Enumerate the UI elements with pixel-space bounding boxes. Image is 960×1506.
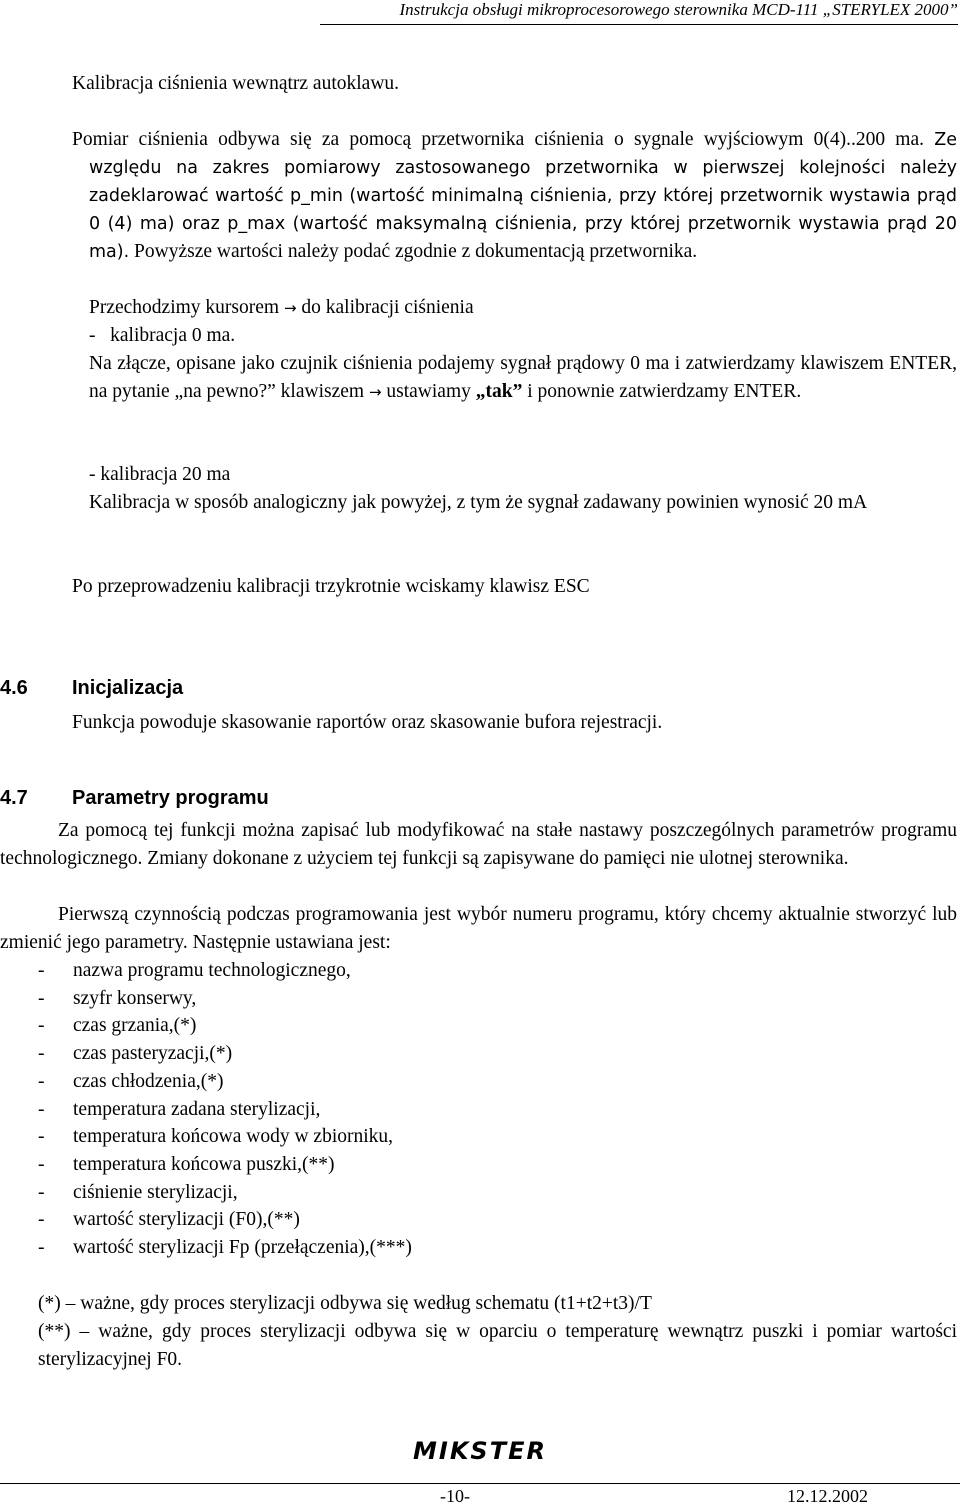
calibration-final: Po przeprowadzeniu kalibracji trzykrotnie wciskamy klawisz ESC [72,576,590,597]
list-item [38,1096,938,1124]
list-item [38,1234,938,1262]
list-item-text: czas pasteryzacji,(*) [73,1043,233,1065]
page-header: Instrukcja obsługi mikroprocesorowego sterownika MCD-111 „STERYLEX 2000” [320,0,958,25]
list-item [38,1012,938,1040]
list-item-text: wartość sterylizacji Fp (przełączenia),(***) [73,1237,412,1259]
step1-tak: „tak” [475,381,523,402]
list-item [38,957,938,985]
list-item [38,1068,938,1096]
list-item-text: temperatura zadana sterylizacji, [73,1098,321,1120]
list-item-text: szyfr konserwy, [73,987,197,1009]
logo-text: MIKSTER [413,1437,547,1464]
footer-rule [0,1483,960,1484]
list-item-text: temperatura końcowa wody w zbiorniku, [73,1126,394,1148]
section-4-7-heading [0,785,269,811]
step2-description: Kalibracja w sposób analogiczny jak powyżej, z tym że sygnał zadawany powinien wynosić 20 mA [89,492,868,513]
list-item [38,1206,938,1234]
calibration-title: Kalibracja ciśnienia wewnątrz autoklawu. [72,73,400,94]
section-4-6-text: Funkcja powoduje skasowanie raportów oraz skasowanie bufora rejestracji. [72,712,663,733]
intro-end: Powyższe wartości należy podać zgodnie z dokumentacją przetwornika. [129,241,698,262]
right-arrow-icon: → [283,299,297,317]
list-item-text: czas chłodzenia,(*) [73,1070,224,1092]
list-item-text: wartość sterylizacji (F0),(**) [73,1209,300,1231]
list-dash: - [38,1209,45,1231]
list-item-text: ciśnienie sterylizacji, [73,1181,238,1203]
cursor-post: do kalibracji ciśnienia [296,297,474,318]
step1-text-b: ustawiamy [381,381,476,402]
step1-text-a: Na złącze, opisane jako czujnik ciśnienia podajemy sygnał prądowy 0 ma i zatwierdzamy klawiszem ENTER, na pytanie „na pewno?” klawiszem [89,353,957,402]
list-item [38,1040,938,1068]
page-number: -10- [440,1486,470,1506]
list-dash: - [38,1237,45,1259]
list-dash: - [38,1015,45,1037]
list-dash: - [38,960,45,981]
step1-description [89,350,957,406]
parameter-list [38,957,938,1262]
section-title: Inicjalizacja [72,677,184,699]
list-dash: - [38,1181,45,1203]
section-number: 4.6 [0,677,28,699]
cursor-pre: Przechodzimy kursorem [89,297,284,318]
list-item [38,985,938,1013]
step-calibration-0ma: - kalibracja 0 ma. [89,325,236,346]
intro-serif: Pomiar ciśnienia odbywa się za pomocą przetwornika ciśnienia o sygnale wyjściowym 0(4)..200 ma. [72,129,935,150]
step-calibration-20ma: - kalibracja 20 ma [89,464,231,485]
step1-text-c: i ponownie zatwierdzamy ENTER. [522,381,802,402]
note-2: (**) – ważne, gdy proces sterylizacji odbywa się w oparciu o temperaturę wewnątrz puszki i pomiar wartości sterylizacyjnej F0. [38,1321,957,1370]
list-dash: - [38,1126,45,1148]
calibration-intro [72,126,957,266]
section-4-6-heading [0,675,183,701]
section-4-7-para2: Pierwszą czynnością podczas programowania jest wybór numeru programu, który chcemy aktualnie stworzyć lub zmienić jego parametry. Następnie ustawiana jest: [0,904,957,953]
right-arrow-icon: → [368,383,382,401]
list-item [38,1179,938,1207]
cursor-instruction [89,294,474,322]
list-dash: - [38,1098,45,1120]
section-4-7-para1: Za pomocą tej funkcji można zapisać lub modyfikować na stałe nastawy poszczególnych parametrów programu technologicznego. Zmiany dokonane z użyciem tej funkcji są zapisywane do pamięci nie ulotnej sterownika. [0,820,957,869]
list-dash: - [38,1043,45,1065]
list-dash: - [38,1070,45,1092]
intro-sans: Ze względu na zakres pomiarowy zastosowanego przetwornika w pierwszej kolejności należy zadeklarować wartość p_min (wartość minimalną ciśnienia, przy której przetwornik wystawia prąd 0 (4) ma) oraz p_max (wartość maksymalną ciśnienia, przy której przetwornik wystawia prąd 20 ma). [89,130,957,262]
note-1: (*) – ważne, gdy proces sterylizacji odbywa się według schematu (t1+t2+t3)/T [38,1293,652,1314]
list-item [38,1123,938,1151]
list-item [38,1151,938,1179]
list-dash: - [38,987,45,1009]
list-dash: - [38,1153,45,1175]
section-number: 4.7 [0,787,28,809]
list-item-text: czas grzania,(*) [73,1015,197,1037]
list-item-text: temperatura końcowa puszki,(**) [73,1153,335,1175]
list-item-text: nazwa programu technologicznego, [73,960,351,981]
mikster-logo [404,1436,556,1464]
footer-date: 12.12.2002 [787,1486,868,1506]
section-title: Parametry programu [72,787,269,809]
